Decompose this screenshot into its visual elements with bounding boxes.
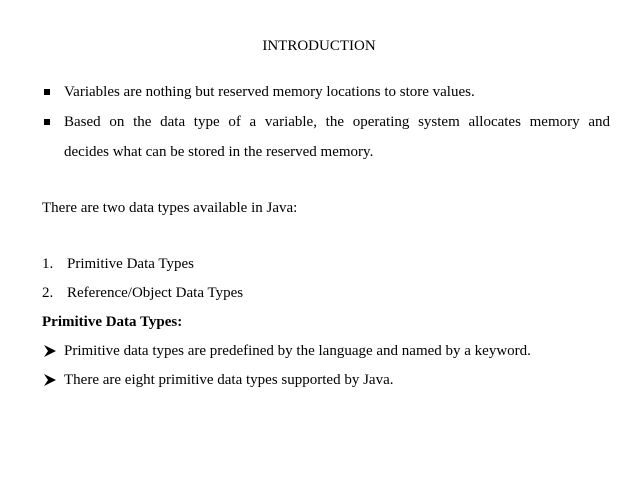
arrow-bullet-text-2: There are eight primitive data types supported by Java.	[64, 372, 394, 388]
bullet-text-2-line-1: Based on the data type of a variable, the operating system allocates memory and	[64, 114, 610, 130]
numbered-item-number: 2.	[42, 285, 54, 301]
numbered-item-number: 1.	[42, 256, 54, 272]
bullet-text-1: Variables are nothing but reserved memory locations to store values.	[64, 84, 475, 100]
arrow-bullet-text-1: Primitive data types are predefined by the language and named by a keyword.	[64, 343, 531, 359]
slide-title: INTRODUCTION	[262, 38, 376, 54]
arrow-bullet-icon	[43, 373, 57, 387]
numbered-item-label: Primitive Data Types	[67, 256, 194, 272]
section-heading: Primitive Data Types:	[42, 314, 183, 330]
intro-text: There are two data types available in Java:	[42, 200, 298, 216]
bullet-text-2-line-2: decides what can be stored in the reserved memory.	[64, 144, 374, 160]
numbered-item-label: Reference/Object Data Types	[67, 285, 244, 301]
arrow-bullet-icon	[43, 344, 57, 358]
square-bullet-icon	[44, 119, 50, 125]
square-bullet-icon	[44, 89, 50, 95]
